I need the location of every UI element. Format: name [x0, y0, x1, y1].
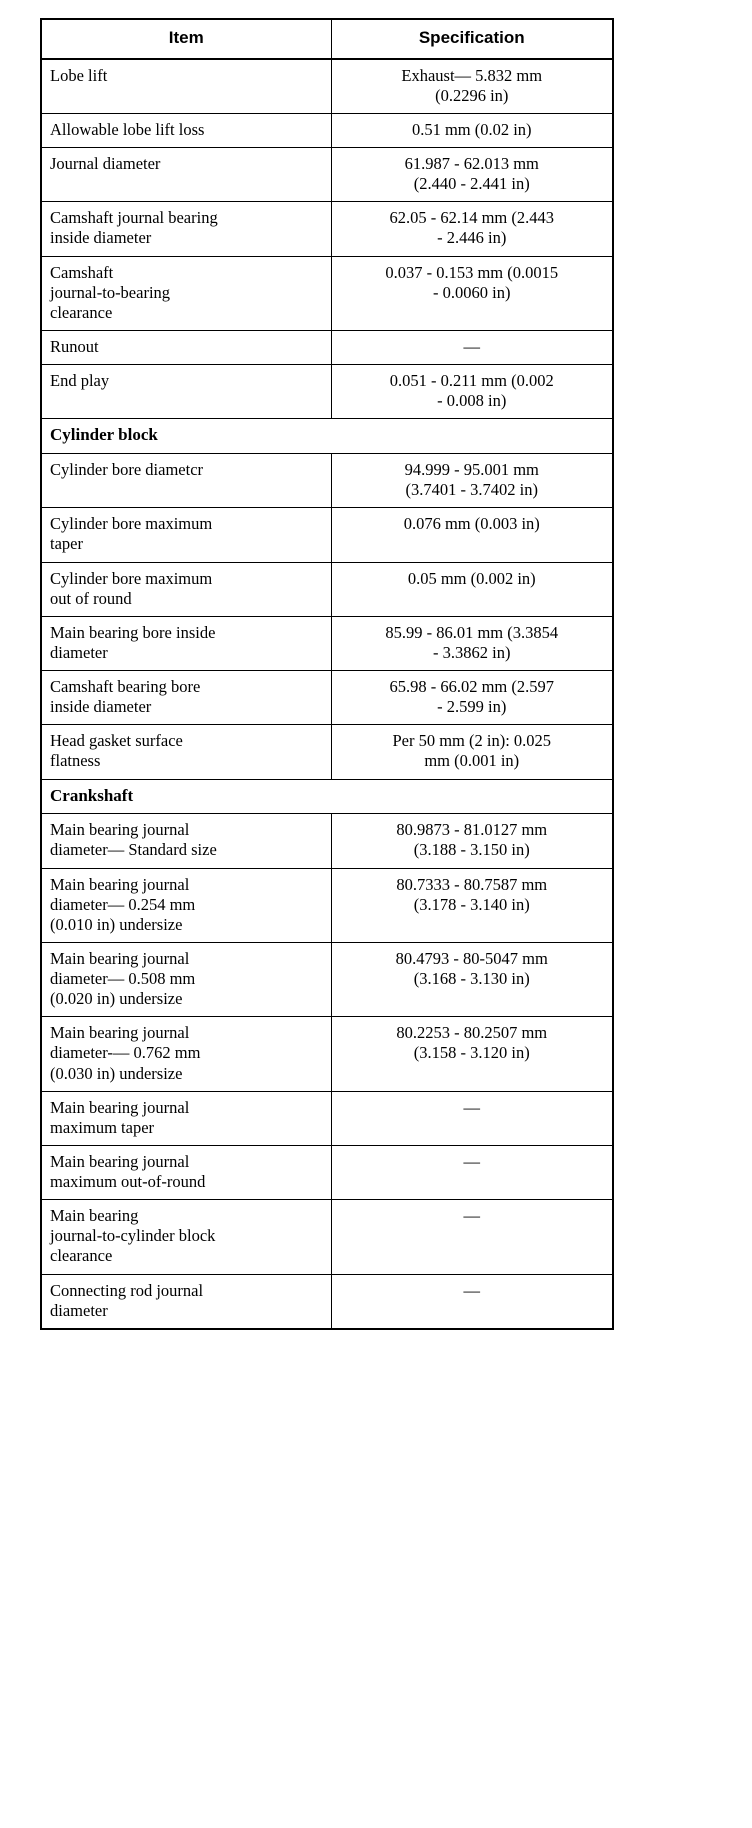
cell-item: [41, 1145, 331, 1199]
cell-specification: [331, 671, 613, 725]
cell-item-line: Connecting rod journal: [50, 1280, 204, 1300]
table-row: [41, 59, 613, 114]
cell-item-line: Camshaft bearing bore: [50, 677, 201, 697]
cell-specification-line: Per 50 mm (2 in): 0.025: [392, 731, 552, 751]
section-title: Crankshaft: [41, 779, 613, 814]
cell-specification-line: mm (0.001 in): [424, 751, 520, 771]
cell-item-line: Main bearing journal: [50, 820, 190, 840]
cell-item: [41, 814, 331, 868]
cell-item-line: Cylinder bore maximum: [50, 568, 213, 588]
table-row: [41, 148, 613, 202]
table-row: [41, 725, 613, 779]
cell-specification-line: 94.999 - 95.001 mm: [404, 460, 539, 480]
cell-item: [41, 616, 331, 670]
cell-item-line: End play: [50, 371, 110, 391]
table-header: [41, 19, 613, 59]
cell-specification: [331, 1200, 613, 1274]
cell-specification-line: 80.7333 - 80.7587 mm: [396, 874, 548, 894]
cell-specification-line: - 0.0060 in): [433, 282, 511, 302]
cell-item-line: (0.020 in) undersize: [50, 989, 183, 1009]
cell-specification: [331, 148, 613, 202]
cell-specification-line: Exhaust— 5.832 mm: [401, 65, 543, 85]
cell-item-line: Lobe lift: [50, 65, 108, 85]
cell-specification: [331, 202, 613, 256]
section-title: Cylinder block: [41, 419, 613, 454]
cell-item-line: Main bearing bore inside: [50, 622, 216, 642]
cell-specification-line: 0.51 mm (0.02 in): [411, 119, 532, 139]
cell-item-line: Main bearing journal: [50, 1023, 190, 1043]
cell-specification: [331, 59, 613, 114]
table-row: [41, 942, 613, 1016]
cell-specification-line: 80.4793 - 80-5047 mm: [395, 948, 548, 968]
column-header-specification: Specification: [331, 19, 613, 59]
cell-item-line: clearance: [50, 1246, 113, 1266]
table-row: [41, 671, 613, 725]
table-row: [41, 330, 613, 364]
cell-specification: [331, 256, 613, 330]
cell-item-line: clearance: [50, 302, 113, 322]
cell-specification-line: 0.051 - 0.211 mm (0.002: [389, 371, 554, 391]
cell-specification: [331, 1274, 613, 1329]
cell-item: [41, 1274, 331, 1329]
table-row: [41, 113, 613, 147]
table-row: [41, 1017, 613, 1091]
cell-specification-line: —: [463, 1280, 480, 1300]
cell-item: [41, 330, 331, 364]
cell-item-line: diameter— 0.254 mm: [50, 894, 196, 914]
cell-specification-line: - 2.446 in): [437, 228, 507, 248]
cell-item-line: journal-to-bearing: [50, 282, 171, 302]
cell-item-line: diameter-— 0.762 mm: [50, 1043, 201, 1063]
table-row: [41, 1091, 613, 1145]
cell-item: [41, 942, 331, 1016]
table-row: [41, 562, 613, 616]
cell-item-line: (0.030 in) undersize: [50, 1063, 183, 1083]
cell-item: [41, 562, 331, 616]
cell-specification: [331, 1017, 613, 1091]
table-row: [41, 365, 613, 419]
cell-specification-line: (3.188 - 3.150 in): [413, 840, 530, 860]
table-section-row: [41, 779, 613, 814]
cell-item-line: maximum out-of-round: [50, 1172, 206, 1192]
cell-item-line: Allowable lobe lift loss: [50, 119, 205, 139]
cell-specification-line: (0.2296 in): [435, 85, 509, 105]
cell-item-line: Journal diameter: [50, 154, 161, 174]
table-row: [41, 454, 613, 508]
cell-specification-line: (3.158 - 3.120 in): [413, 1043, 530, 1063]
cell-item-line: Head gasket surface: [50, 731, 183, 751]
cell-specification: [331, 365, 613, 419]
cell-specification: [331, 1091, 613, 1145]
table-row: [41, 814, 613, 868]
cell-specification-line: 80.9873 - 81.0127 mm: [396, 820, 548, 840]
cell-item: [41, 1200, 331, 1274]
cell-item-line: Main bearing: [50, 1206, 139, 1226]
table-header-row: [41, 19, 613, 59]
cell-specification: [331, 1145, 613, 1199]
cell-item: [41, 113, 331, 147]
cell-specification: [331, 562, 613, 616]
cell-specification-line: - 0.008 in): [437, 391, 507, 411]
cell-item-line: flatness: [50, 751, 101, 771]
cell-item-line: Cylinder bore diametcr: [50, 460, 204, 480]
cell-specification-line: 65.98 - 66.02 mm (2.597: [389, 677, 555, 697]
cell-item-line: diameter: [50, 1300, 108, 1320]
specification-sheet: [40, 18, 612, 1330]
specification-table: [40, 18, 614, 1330]
cell-specification-line: —: [463, 1206, 480, 1226]
cell-specification-line: —: [463, 1151, 480, 1171]
cell-specification-line: 0.076 mm (0.003 in): [403, 514, 540, 534]
cell-specification-line: (3.168 - 3.130 in): [413, 969, 530, 989]
cell-item-line: Main bearing journal: [50, 874, 190, 894]
cell-item-line: (0.010 in) undersize: [50, 914, 183, 934]
table-section-row: [41, 419, 613, 454]
cell-specification: [331, 113, 613, 147]
table-row: [41, 1145, 613, 1199]
table-row: [41, 202, 613, 256]
cell-item: [41, 671, 331, 725]
cell-specification: [331, 725, 613, 779]
cell-specification-line: 0.037 - 0.153 mm (0.0015: [385, 262, 559, 282]
cell-item: [41, 256, 331, 330]
cell-item: [41, 202, 331, 256]
cell-item-line: diameter— 0.508 mm: [50, 969, 196, 989]
cell-item: [41, 365, 331, 419]
table-row: [41, 1200, 613, 1274]
cell-specification: [331, 508, 613, 562]
cell-specification-line: 0.05 mm (0.002 in): [407, 568, 536, 588]
cell-item-line: Main bearing journal: [50, 1151, 190, 1171]
cell-specification: [331, 942, 613, 1016]
cell-item: [41, 1017, 331, 1091]
cell-specification-line: —: [463, 1097, 480, 1117]
cell-item: [41, 454, 331, 508]
cell-item-line: out of round: [50, 588, 132, 608]
cell-item-line: inside diameter: [50, 697, 152, 717]
cell-specification-line: —: [463, 336, 480, 356]
cell-specification-line: 62.05 - 62.14 mm (2.443: [389, 208, 555, 228]
cell-item-line: diameter: [50, 642, 108, 662]
cell-item-line: Main bearing journal: [50, 1097, 190, 1117]
cell-item-line: Camshaft: [50, 262, 114, 282]
cell-item: [41, 725, 331, 779]
table-row: [41, 1274, 613, 1329]
cell-item: [41, 1091, 331, 1145]
cell-specification-line: 61.987 - 62.013 mm: [404, 154, 539, 174]
table-body: [41, 59, 613, 1329]
cell-item-line: Runout: [50, 336, 99, 356]
cell-specification-line: - 3.3862 in): [433, 642, 511, 662]
cell-item-line: taper: [50, 534, 83, 554]
cell-specification-line: - 2.599 in): [437, 697, 507, 717]
cell-specification-line: 80.2253 - 80.2507 mm: [396, 1023, 548, 1043]
cell-specification-line: (2.440 - 2.441 in): [413, 174, 530, 194]
cell-item-line: Cylinder bore maximum: [50, 514, 213, 534]
cell-item-line: journal-to-cylinder block: [50, 1226, 216, 1246]
cell-specification-line: (3.178 - 3.140 in): [413, 894, 530, 914]
table-row: [41, 616, 613, 670]
cell-item-line: diameter— Standard size: [50, 840, 217, 860]
cell-specification: [331, 814, 613, 868]
cell-specification-line: 85.99 - 86.01 mm (3.3854: [385, 622, 559, 642]
cell-item: [41, 148, 331, 202]
cell-specification: [331, 454, 613, 508]
column-header-item: Item: [41, 19, 331, 59]
table-row: [41, 868, 613, 942]
cell-item-line: inside diameter: [50, 228, 152, 248]
cell-item: [41, 508, 331, 562]
table-row: [41, 508, 613, 562]
cell-specification: [331, 330, 613, 364]
cell-item-line: Main bearing journal: [50, 948, 190, 968]
cell-specification: [331, 868, 613, 942]
cell-item: [41, 59, 331, 114]
table-row: [41, 256, 613, 330]
cell-item: [41, 868, 331, 942]
cell-item-line: Camshaft journal bearing: [50, 208, 218, 228]
cell-item-line: maximum taper: [50, 1117, 155, 1137]
cell-specification: [331, 616, 613, 670]
cell-specification-line: (3.7401 - 3.7402 in): [405, 480, 538, 500]
